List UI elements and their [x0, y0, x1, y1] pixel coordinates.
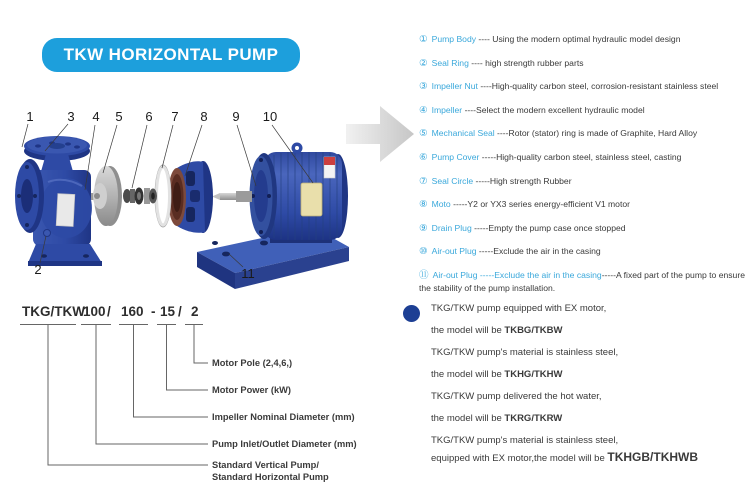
circled-number: ⑤	[419, 128, 428, 140]
variant-line	[431, 325, 755, 337]
variant-text: equipped with EX motor,the model will be	[431, 453, 608, 464]
list-item	[419, 198, 756, 211]
part-label-5: 5	[115, 109, 123, 124]
circled-number: ⑦	[419, 175, 428, 187]
list-item	[419, 269, 751, 294]
model-inlet: 100	[83, 304, 106, 319]
list-item	[419, 57, 756, 70]
pump-exploded-diagram	[0, 95, 430, 300]
variant-model: TKHGB/TKHWB	[607, 450, 699, 464]
model-variants-note	[403, 303, 755, 475]
part-label-10: 10	[262, 109, 278, 124]
part-name: Air-out Plug -----Exclude the air in the casing	[432, 269, 602, 280]
part-desc: -----Empty the pump case once stopped	[471, 222, 626, 233]
part-desc: -----High-quality carbon steel, stainless steel, casting	[479, 151, 682, 162]
list-item	[419, 175, 756, 188]
variant-line	[431, 369, 755, 381]
list-item	[419, 104, 756, 117]
variant-text: TKG/TKW pump's material is stainless steel,	[431, 435, 619, 446]
part-name: Pump Cover	[431, 151, 480, 162]
part-desc: ---- high strength rubber parts	[468, 57, 584, 68]
part-desc: ----High-quality carbon steel, corrosion-resistant stainless steel	[477, 81, 719, 92]
variant-line	[431, 391, 755, 403]
model-dash: -	[151, 304, 156, 319]
pump-body	[15, 136, 102, 266]
part-label-1: 1	[26, 109, 34, 124]
pump-cover	[168, 161, 213, 233]
circled-number: ④	[419, 104, 428, 116]
variant-text: TKG/TKW pump equipped with EX motor,	[431, 303, 607, 314]
variant-model: TKHG/TKHW	[504, 369, 563, 380]
part-desc: ----Select the modern excellent hydraulic model	[462, 104, 645, 115]
part-desc: ---- Using the modern optimal hydraulic model design	[476, 34, 681, 44]
part-desc: -----High strength Rubber	[473, 175, 572, 186]
motor-nameplate	[301, 183, 322, 216]
label-motor-power: Motor Power (kW)	[212, 385, 292, 395]
list-item	[419, 245, 756, 258]
variant-line	[431, 413, 755, 425]
part-label-2: 2	[34, 262, 42, 277]
motor-shaft	[212, 191, 252, 202]
model-pole: 2	[191, 304, 199, 319]
variant-text: TKG/TKW pump's material is stainless steel,	[431, 347, 619, 358]
variant-line	[431, 347, 755, 359]
part-label-7: 7	[171, 109, 179, 124]
circled-number: ⑥	[419, 151, 428, 163]
part-name: Air-out Plug	[431, 246, 477, 257]
part-desc: -----Exclude the air in the casing	[476, 246, 601, 257]
circled-number: ⑪	[419, 269, 429, 281]
list-item	[419, 151, 756, 164]
circled-number: ③	[419, 81, 428, 93]
parts-description-list	[419, 33, 756, 305]
list-item	[419, 33, 756, 46]
model-impeller: 160	[121, 304, 144, 319]
list-item	[419, 80, 756, 93]
part-label-4: 4	[92, 109, 100, 124]
variant-text: TKG/TKW pump delivered the hot water,	[431, 391, 602, 402]
part-name: Impeller	[431, 104, 463, 115]
part-desc: -----Y2 or YX3 series energy-efficient V1 motor	[450, 199, 630, 210]
variant-model: TKBG/TKBW	[504, 325, 563, 336]
circled-number: ⑩	[419, 246, 428, 258]
motor	[250, 143, 349, 244]
model-code-tree-lines	[20, 325, 208, 466]
part-name: Impeller Nut	[431, 81, 478, 92]
title-banner	[42, 38, 300, 72]
label-impeller-dia: Impeller Nominal Diameter (mm)	[212, 412, 355, 422]
list-item	[419, 222, 756, 235]
variant-text: the model will be	[431, 369, 505, 380]
variant-text: the model will be	[431, 413, 505, 424]
part-name: Moto	[431, 199, 451, 210]
model-power: 15	[160, 304, 176, 319]
part-desc: ----Rotor (stator) ring is made of Graphite, Hard Alloy	[494, 128, 698, 139]
part-label-11: 11	[241, 266, 255, 281]
bullet-circle-icon	[403, 305, 420, 322]
variant-text: the model will be	[431, 325, 505, 336]
variant-line	[431, 435, 755, 447]
variant-line	[431, 451, 755, 465]
part-name: Pump Body	[431, 34, 477, 44]
circled-number: ⑨	[419, 222, 428, 234]
model-code-labels	[212, 358, 357, 482]
part-name: Seal Circle	[431, 175, 474, 186]
mechanical-seal-parts	[117, 188, 157, 205]
label-standard-v: Standard Vertical Pump/	[212, 460, 319, 470]
variant-line	[431, 303, 755, 315]
variant-model: TKRG/TKRW	[504, 413, 563, 424]
drain-plug	[44, 230, 51, 237]
part-label-9: 9	[232, 109, 240, 124]
model-code-segments	[22, 304, 199, 319]
list-item	[419, 127, 756, 140]
label-inlet-dia: Pump Inlet/Outlet Diameter (mm)	[212, 439, 357, 449]
circled-number: ①	[419, 34, 428, 45]
model-slash1: /	[107, 304, 111, 319]
part-name: Mechanical Seal	[431, 128, 495, 139]
page-title: TKW HORIZONTAL PUMP	[63, 45, 279, 64]
variant-lines	[431, 303, 755, 465]
part-label-6: 6	[145, 109, 153, 124]
model-series: TKG/TKW	[22, 304, 85, 319]
part-name: Seal Ring	[431, 57, 469, 68]
model-code-breakdown	[0, 296, 400, 496]
model-slash2: /	[178, 304, 182, 319]
part-label-3: 3	[67, 109, 75, 124]
circled-number: ②	[419, 57, 428, 69]
label-motor-pole: Motor Pole (2,4,6,)	[212, 358, 293, 368]
body-label-plate	[56, 194, 75, 227]
part-name: Drain Plug	[431, 222, 472, 233]
part-label-8: 8	[200, 109, 208, 124]
label-standard-h: Standard Horizontal Pump	[212, 472, 329, 482]
part-desc: -----A fixed part of the pump to ensure the stability of the pump installation.	[419, 269, 745, 293]
circled-number: ⑧	[419, 199, 428, 211]
right-arrow-icon	[346, 106, 414, 162]
seal-circle-oring	[155, 165, 171, 227]
